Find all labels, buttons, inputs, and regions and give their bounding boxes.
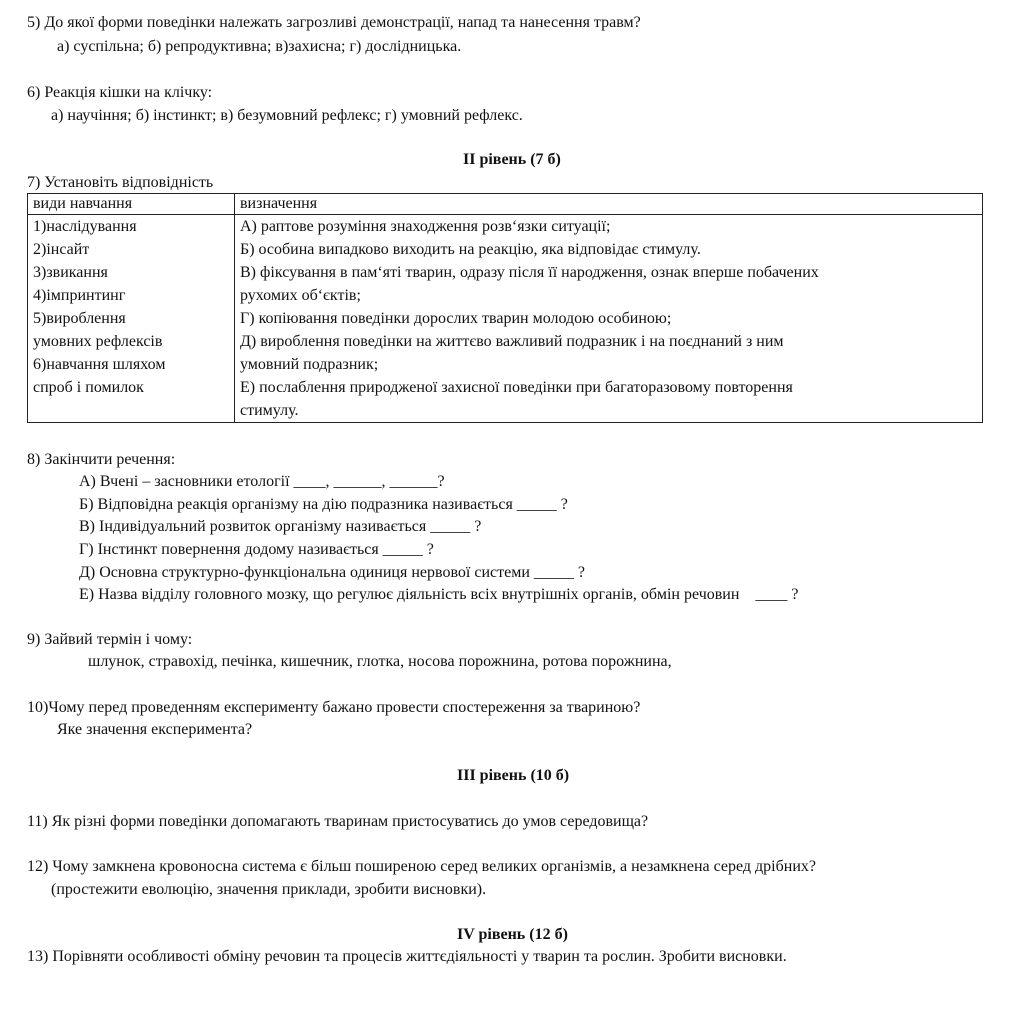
level-3-heading: ІІІ рівень (10 б) [457, 767, 570, 784]
question-12-line-1: 12) Чому замкнена кровоносна система є більш поширеною серед великих організмів, а незамкнена серед дрібних? [27, 858, 816, 875]
level-4-heading: ІV рівень (12 б) [457, 926, 568, 943]
question-8-item-v: В) Індивідуальний розвиток організму називається _____ ? [79, 518, 482, 535]
question-6-options: а) научіння; б) інстинкт; в) безумовний рефлекс; г) умовний рефлекс. [51, 107, 523, 124]
question-5-text: 5) До якої форми поведінки належать загрозливі демонстрації, напад та нанесення травм? [27, 14, 641, 31]
matching-table [27, 193, 983, 423]
definition-item: А) раптове розуміння знаходження розв‘язки ситуації; [240, 218, 611, 235]
question-8-item-a: А) Вчені – засновники етології ____, ______, ______? [79, 473, 445, 490]
question-9-terms: шлунок, стравохід, печінка, кишечник, глотка, носова порожнина, ротова порожнина, [88, 653, 672, 670]
question-8-item-g: Г) Інстинкт повернення додому називається _____ ? [79, 541, 434, 558]
question-11-text: 11) Як різні форми поведінки допомагають тваринам пристосуватись до умов середовища? [27, 813, 649, 830]
question-12-line-2: (простежити еволюцію, значення приклади, зробити висновки). [51, 881, 487, 898]
question-13-text: 13) Порівняти особливості обміну речовин та процесів життєдіяльності у тварин та рослин. Зробити висновки. [27, 948, 787, 965]
table-header-types: види навчання [28, 194, 235, 215]
definition-item: Д) вироблення поведінки на життєво важливий подразник і на поєднаний з ним [240, 333, 784, 350]
question-9-text: 9) Зайвий термін і чому: [27, 631, 193, 648]
table-header-definitions: визначення [235, 194, 983, 215]
definition-item: Г) копіювання поведінки дорослих тварин молодою особиною; [240, 310, 672, 327]
question-10-line-1: 10)Чому перед проведенням експерименту бажано провести спостереження за твариною? [27, 699, 641, 716]
definitions-cell [235, 215, 983, 423]
definition-item: Б) особина випадково виходить на реакцію, яка відповідає стимулу. [240, 241, 701, 258]
level-2-heading: ІІ рівень (7 б) [463, 151, 561, 168]
learning-type-item: 4)імпринтинг [33, 287, 126, 304]
question-8-text: 8) Закінчити речення: [27, 451, 176, 468]
definition-item: В) фіксування в пам‘яті тварин, одразу після її народження, ознак вперше побачених [240, 264, 819, 281]
learning-type-item: умовних рефлексів [33, 333, 163, 350]
definition-item: стимулу. [240, 402, 299, 419]
definition-item: Е) послаблення природженої захисної поведінки при багаторазовому повторення [240, 379, 793, 396]
learning-type-item: 6)навчання шляхом [33, 356, 166, 373]
question-5-options: а) суспільна; б) репродуктивна; в)захисна; г) дослідницька. [57, 38, 462, 55]
question-8-item-d: Д) Основна структурно-функціональна одиниця нервової системи _____ ? [79, 564, 585, 581]
table-header-row [28, 194, 983, 215]
definition-item: рухомих об‘єктів; [240, 287, 361, 304]
learning-type-item: 2)інсайт [33, 241, 90, 258]
learning-type-item: спроб і помилок [33, 379, 144, 396]
table-row [28, 215, 983, 423]
question-8-item-b: Б) Відповідна реакція організму на дію подразника називається _____ ? [79, 496, 568, 513]
question-10-line-2: Яке значення експеримента? [57, 721, 253, 738]
learning-types-cell [28, 215, 235, 423]
learning-type-item: 3)звикання [33, 264, 108, 281]
question-6-text: 6) Реакція кішки на клічку: [27, 84, 213, 101]
learning-type-item: 1)наслідування [33, 218, 137, 235]
learning-type-item: 5)вироблення [33, 310, 126, 327]
question-7-text: 7) Установіть відповідність [27, 174, 214, 191]
definition-item: умовний подразник; [240, 356, 379, 373]
question-8-item-e: Е) Назва відділу головного мозку, що регулює діяльність всіх внутрішніх органів, обмін речовин ____ ? [79, 586, 799, 603]
